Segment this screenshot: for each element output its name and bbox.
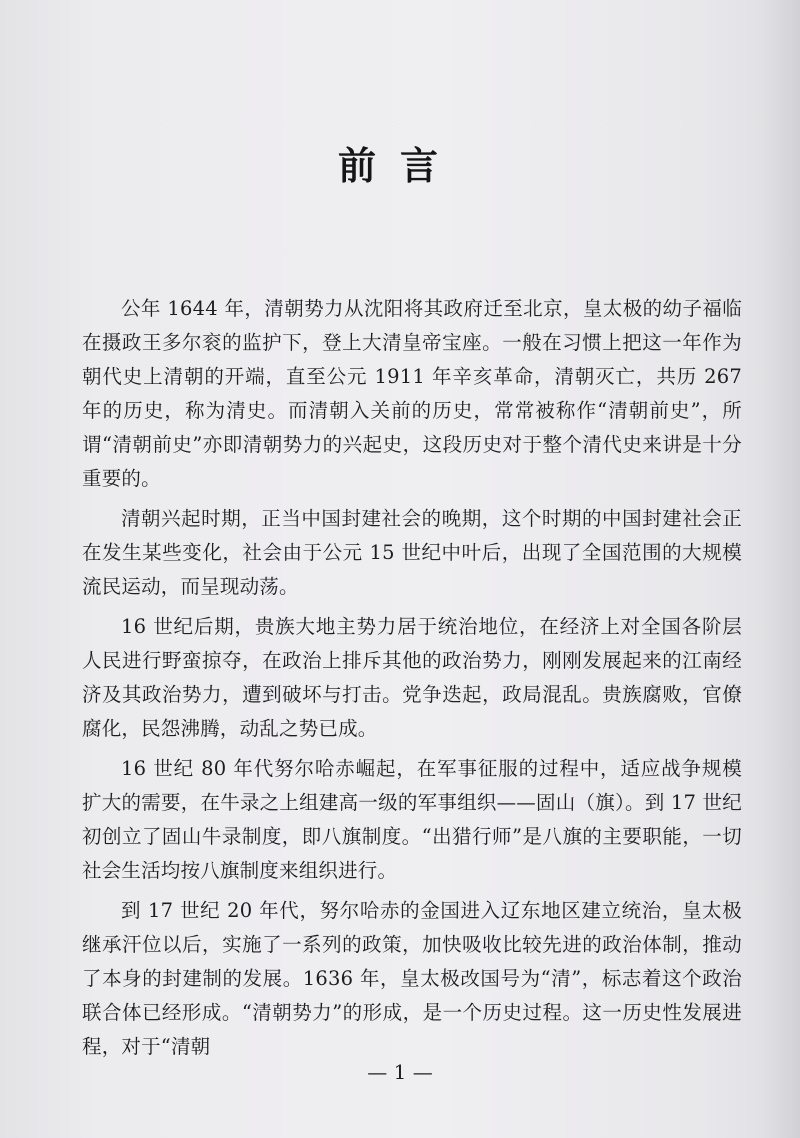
paragraph-4: 16 世纪 80 年代努尔哈赤崛起，在军事征服的过程中，适应战争规模扩大的需要，在牛录之上组建高一级的军事组织——固山（旗）。到 17 世纪初创立了固山牛录制度，即八旗制度。“出猎行师”是八旗的主要职能，一切社会生活均按八旗制度来组织进行。 <box>82 757 742 882</box>
paragraph-3: 16 世纪后期，贵族大地主势力居于统治地位，在经济上对全国各阶层人民进行野蛮掠夺，在政治上排斥其他的政治势力，刚刚发展起来的江南经济及其政治势力，遭到破坏与打击。党争迭起，政局混乱。贵族腐败，官僚腐化，民怨沸腾，动乱之势已成。 <box>82 615 742 740</box>
paragraph-2: 清朝兴起时期，正当中国封建社会的晚期，这个时期的中国封建社会正在发生某些变化，社会由于公元 15 世纪中叶后，出现了全国范围的大规模流民运动，而呈现动荡。 <box>82 507 742 598</box>
page-title: 前言 <box>337 143 462 188</box>
paragraph-1: 公年 1644 年，清朝势力从沈阳将其政府迁至北京，皇太极的幼子福临在摄政王多尔衮的监护下，登上大清皇帝宝座。一般在习惯上把这一年作为朝代史上清朝的开端，直至公元 1911 年辛亥革命，清朝灭亡，共历 267 年的历史，称为清史。而清朝入关前的历史，常常被称作“清朝前史”，所谓“清朝前史”亦即清朝势力的兴起史，这段历史对于整个清代史来讲是十分重要的。 <box>82 297 742 490</box>
paragraph-5: 到 17 世纪 20 年代，努尔哈赤的金国进入辽东地区建立统治，皇太极继承汗位以后，实施了一系列的政策，加快吸收比较先进的政治体制，推动了本身的封建制的发展。1636 年，皇太极改国号为“清”，标志着这个政治联合体已经形成。“清朝势力”的形成，是一个历史过程。这一历史性发展进程，对于“清朝 <box>82 899 742 1058</box>
body-text <box>82 292 742 1070</box>
page-number: — 1 — <box>367 1060 433 1084</box>
